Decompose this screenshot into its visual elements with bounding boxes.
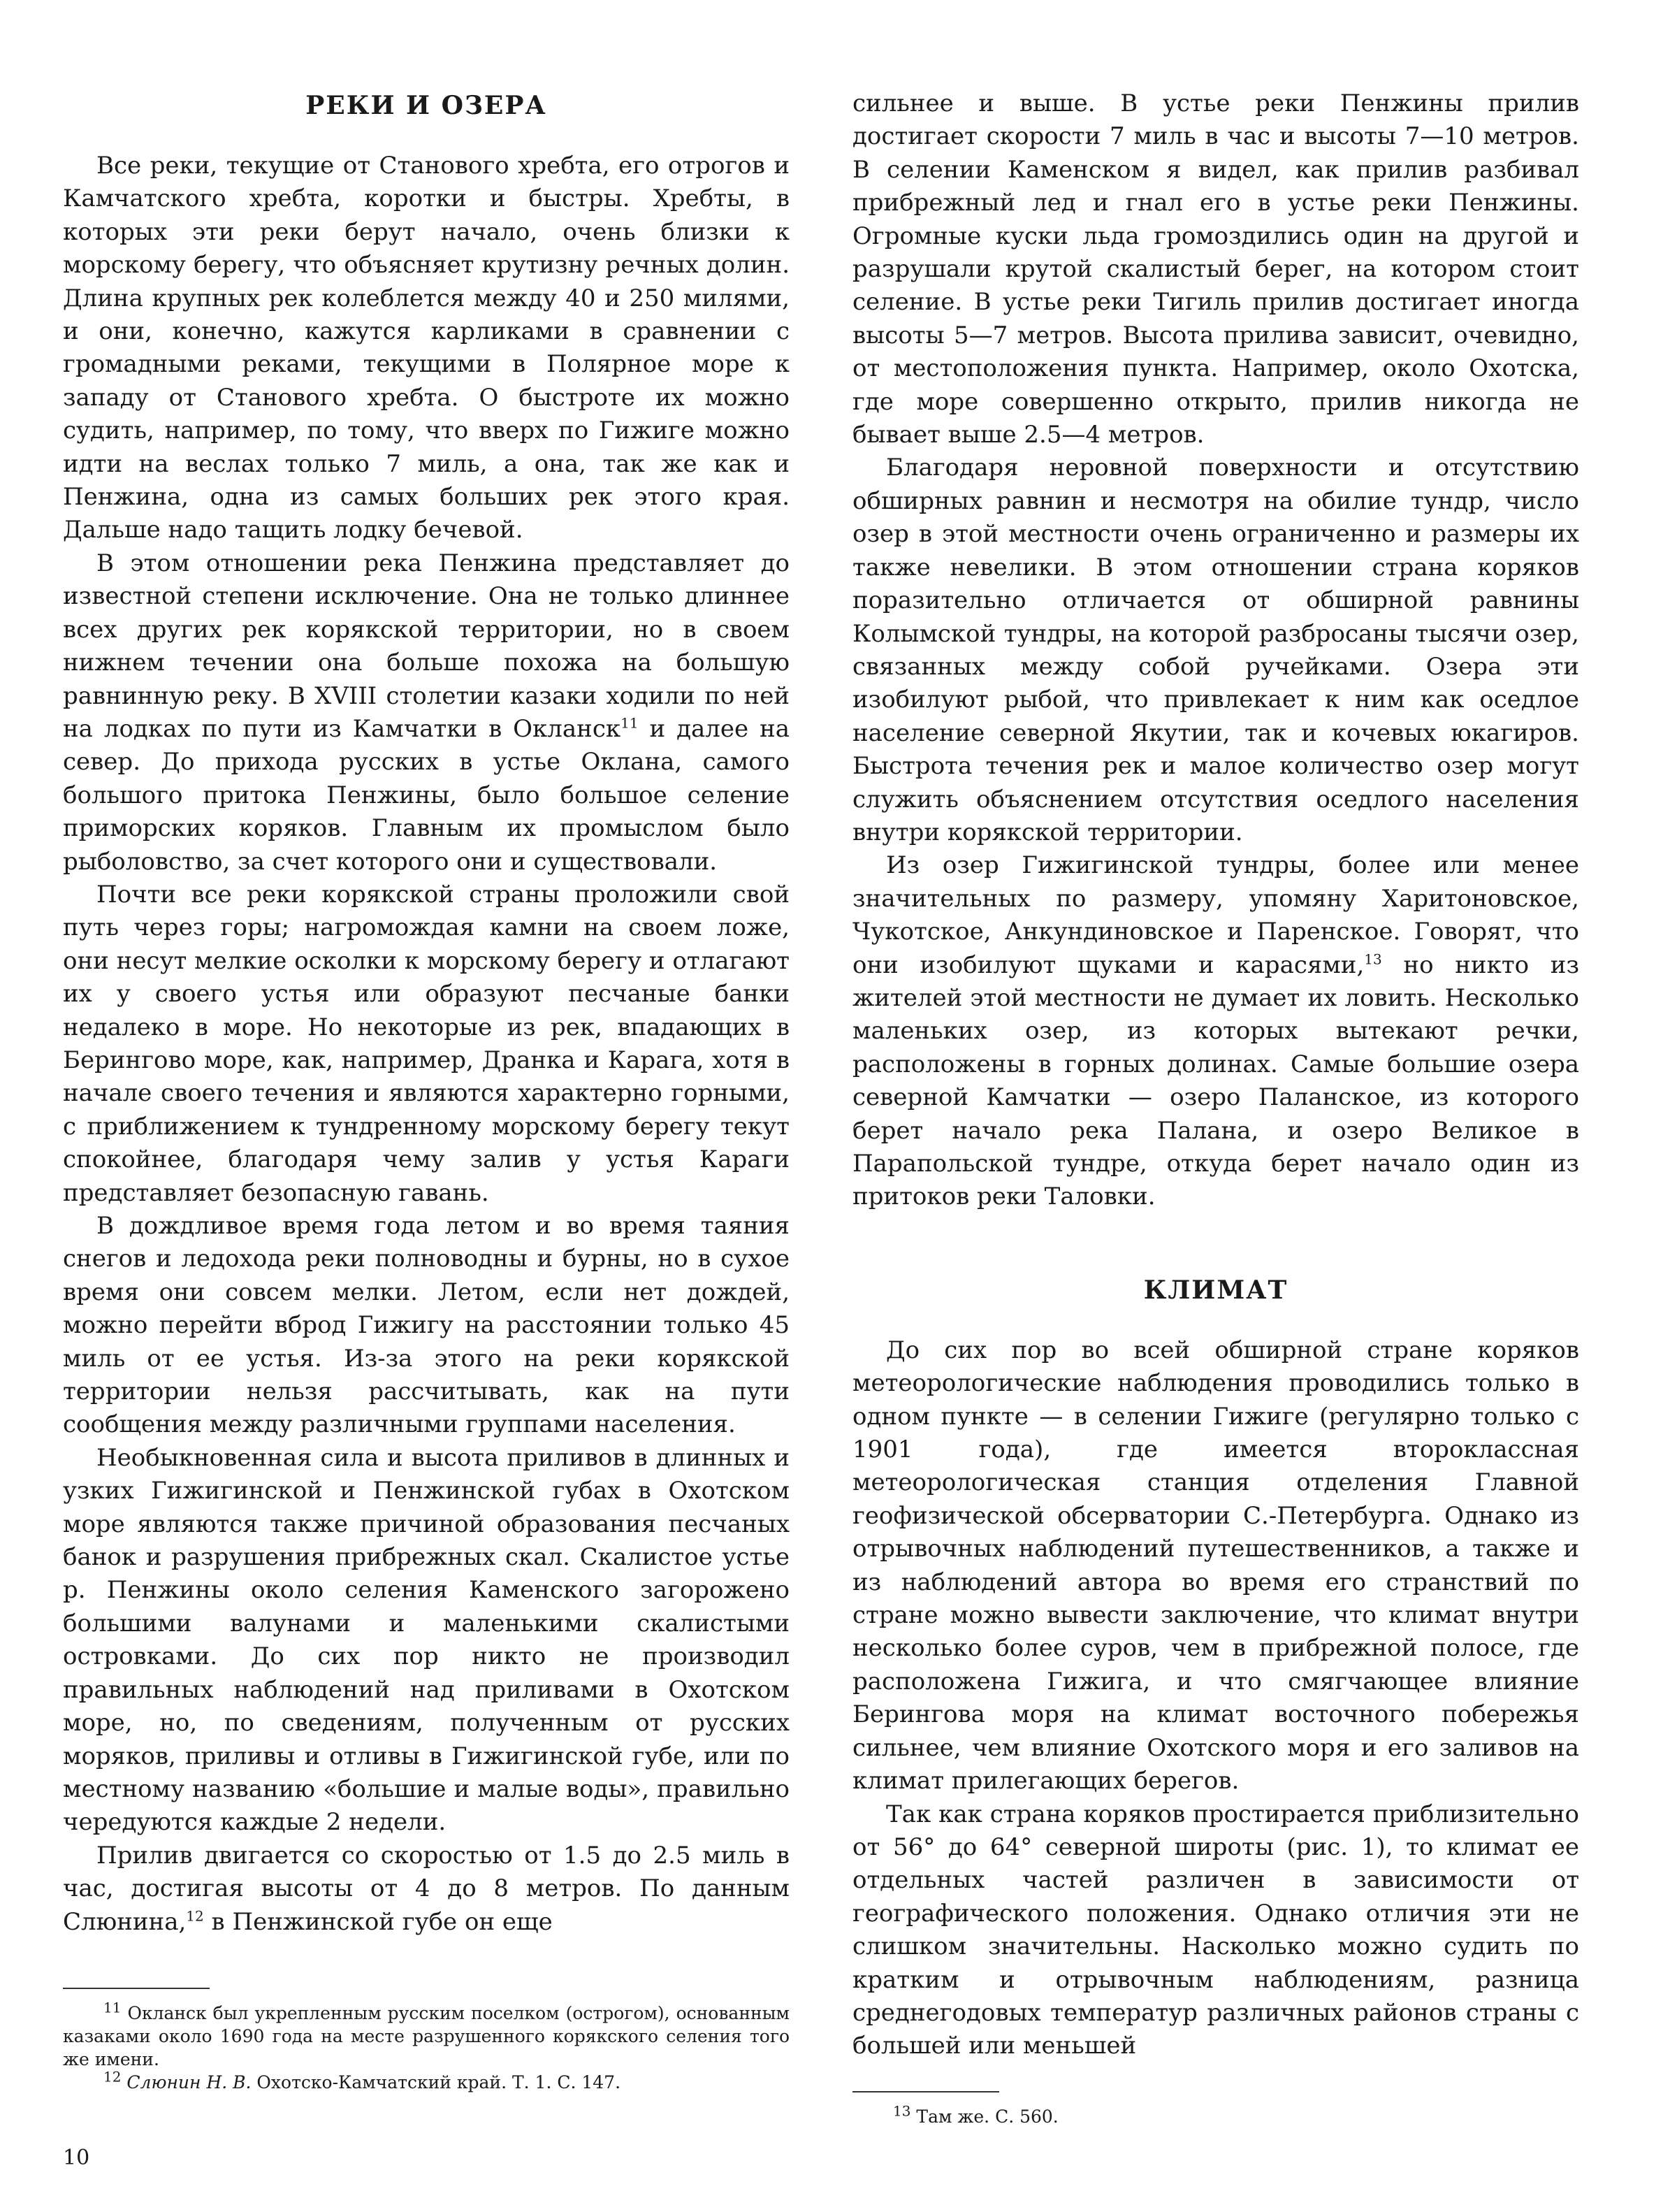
footnote-divider	[63, 1988, 210, 1989]
left-column	[63, 84, 790, 2094]
paragraph	[63, 547, 790, 879]
footnote-13	[852, 2102, 1579, 2128]
footnote-number: 12	[103, 2068, 122, 2086]
footnote-number: 13	[893, 2102, 911, 2120]
paragraph: сильнее и выше. В устье реки Пенжины прилив достигает скорости 7 миль в час и высоты 7—10 метров. В селении Каменском я видел, как прилив разбивал прибрежный лед и гнал его в устье реки Пенжины. Огромные куски льда громоздились один на другой и разрушали крутой скалистый берег, на котором стоит селение. В устье реки Тигиль прилив достигает иногда высоты 5—7 метров. Высота прилива зависит, очевидно, от местоположения пункта. Например, около Охотска, где море совершенно открыто, прилив никогда не бывает выше 2.5—4 метров.	[852, 89, 1579, 449]
paragraph-text: и далее на север. До прихода русских в устье Оклана, самого большого притока Пенжины, было большое селение приморских коряков. Главным их промыслом было рыболовство, за счет которого они и существовали.	[63, 714, 790, 876]
footnote-title: Охотско-Камчатский край.	[256, 2072, 507, 2092]
footnote-mark-11[interactable]: 11	[620, 714, 639, 732]
footnote-text: Окланск был укрепленным русским поселком (острогом), основанным казаками около 1690 года на месте разрушенного корякского селения того же имени.	[63, 2002, 790, 2069]
paragraph: Так как страна коряков простирается приблизительно от 56° до 64° северной широты (рис. 1), то климат ее отдельных частей различен в зависимости от географического положения. Однако отличия эти не слишком значительны. Насколько можно судить по кратким и отрывочным наблюдениям, разница среднегодовых температур различных районов страны с большей или меньшей	[852, 1800, 1579, 2060]
footnote-11	[63, 1999, 790, 2071]
paragraph-text: В этом отношении река Пенжина представляет до известной степени исключение. Она не только длиннее всех других рек корякской территории, но в своем нижнем течении она больше похожа на большую равнинную реку. В XVIII столетии казаки ходили по ней на лодках по пути из Камчатки в Окланск	[63, 549, 790, 743]
paragraph: В дождливое время года летом и во время таяния снегов и ледохода реки полноводны и бурны, но в сухое время они совсем мелки. Летом, если нет дождей, можно перейти вброд Гижигу на расстоянии только 45 миль от ее устья. Из-за этого на реки корякской территории нельзя рассчитывать, как на пути сообщения между различными группами населения.	[63, 1212, 790, 1439]
footnote-text: Т. 1. С. 147.	[511, 2072, 621, 2092]
footnote-number: 11	[103, 1999, 122, 2016]
paragraph-text: Прилив двигается со скоростью от 1.5 до 2.5 миль в час, достигая высоты от 4 до 8 метров. По данным Слюнина,	[63, 1841, 790, 1936]
paragraph	[63, 1839, 790, 1939]
section-heading-rivers-lakes: РЕКИ И ОЗЕРА	[305, 91, 547, 120]
footnote-text: Там же. С. 560.	[916, 2106, 1059, 2127]
footnote-12	[63, 2068, 790, 2094]
paragraph: Все реки, текущие от Станового хребта, его отрогов и Камчатского хребта, коротки и быстры. Хребты, в которых эти реки берут начало, очень близки к морскому берегу, что объясняет крутизну речных долин. Длина крупных рек колеблется между 40 и 250 милями, и они, конечно, кажутся карликами в сравнении с громадными реками, текущими в Полярное море к западу от Станового хребта. О быстроте их можно судить, например, по тому, что вверх по Гижиге можно идти на веслах только 7 миль, а она, так же как и Пенжина, одна из самых больших рек этого края. Дальше надо тащить лодку бечевой.	[63, 152, 790, 544]
paragraph: Почти все реки корякской страны проложили свой путь через горы; нагромождая камни на своем ложе, они несут мелкие осколки к морскому берегу и отлагают их у своего устья или образуют песчаные банки недалеко в море. Но некоторые из рек, впадающих в Берингово море, как, например, Дранка и Карага, хотя в начале своего течения и являются характерно горными, с приближением к тундренному морскому берегу текут спокойнее, благодаря чему залив у устья Караги представляет безопасную гавань.	[63, 880, 790, 1207]
paragraph-text: в Пенжинской губе он еще	[211, 1907, 553, 1936]
footnote-mark-13[interactable]: 13	[1364, 950, 1382, 968]
paragraph	[852, 849, 1579, 1213]
right-column	[852, 87, 1579, 2128]
footnote-author: Слюнин Н. В.	[126, 2072, 252, 2092]
section-heading-climate: КЛИМАТ	[1143, 1275, 1288, 1305]
paragraph-text: но никто из жителей этой местности не думает их ловить. Несколько маленьких озер, из которых вытекают речки, расположены в горных долинах. Самые большие озера северной Камчатки — озеро Паланское, из которого берет начало река Палана, и озеро Великое в Парапольской тундре, откуда берет начало один из притоков реки Таловки.	[852, 950, 1579, 1211]
paragraph: Благодаря неровной поверхности и отсутствию обширных равнин и несмотря на обилие тундр, число озер в этой местности очень ограниченно и размеры их также невелики. В этом отношении страна коряков поразительно отличается от обширной равнины Колымской тундры, на которой разбросаны тысячи озер, связанных между собой ручейками. Озера эти изобилуют рыбой, что привлекает к ним как оседлое население северной Якутии, так и кочевых юкагиров. Быстрота течения рек и малое количество озер могут служить объяснением отсутствия оседлого населения внутри корякской территории.	[852, 454, 1579, 846]
footnote-divider	[852, 2091, 999, 2092]
paragraph: До сих пор во всей обширной стране коряков метеорологические наблюдения проводились только в одном пункте — в селении Гижиге (регулярно только с 1901 года), где имеется второклассная метеорологическая станция отделения Главной геофизической обсерватории С.-Петербурга. Однако из отрывочных наблюдений путешественников, а также и из наблюдений автора во время его странствий по стране можно вывести заключение, что климат внутри несколько более суров, чем в прибрежной полосе, где расположена Гижига, и что смягчающее влияние Берингова моря на климат восточного побережья сильнее, чем влияние Охотского моря и его заливов на климат прилегающих берегов.	[852, 1336, 1579, 1795]
paragraph: Необыкновенная сила и высота приливов в длинных и узких Гижигинской и Пенжинской губах в Охотском море являются также причиной образования песчаных банок и разрушения прибрежных скал. Скалистое устье р. Пенжины около селения Каменского загорожено большими валунами и маленькими скалистыми островками. До сих пор никто не производил правильных наблюдений над приливами в Охотском море, но, по сведениям, полученным от русских моряков, приливы и отливы в Гижигинской губе, или по местному названию «большие и малые воды», правильно чередуются каждые 2 недели.	[63, 1443, 790, 1837]
footnote-mark-12[interactable]: 12	[186, 1907, 204, 1925]
paragraph-text: Из озер Гижигинской тундры, более или менее значительных по размеру, упомяну Харитоновское, Чукотское, Анкундиновское и Паренское. Говорят, что они изобилуют щуками и карасями,	[852, 851, 1579, 979]
page-number: 10	[63, 2146, 90, 2170]
